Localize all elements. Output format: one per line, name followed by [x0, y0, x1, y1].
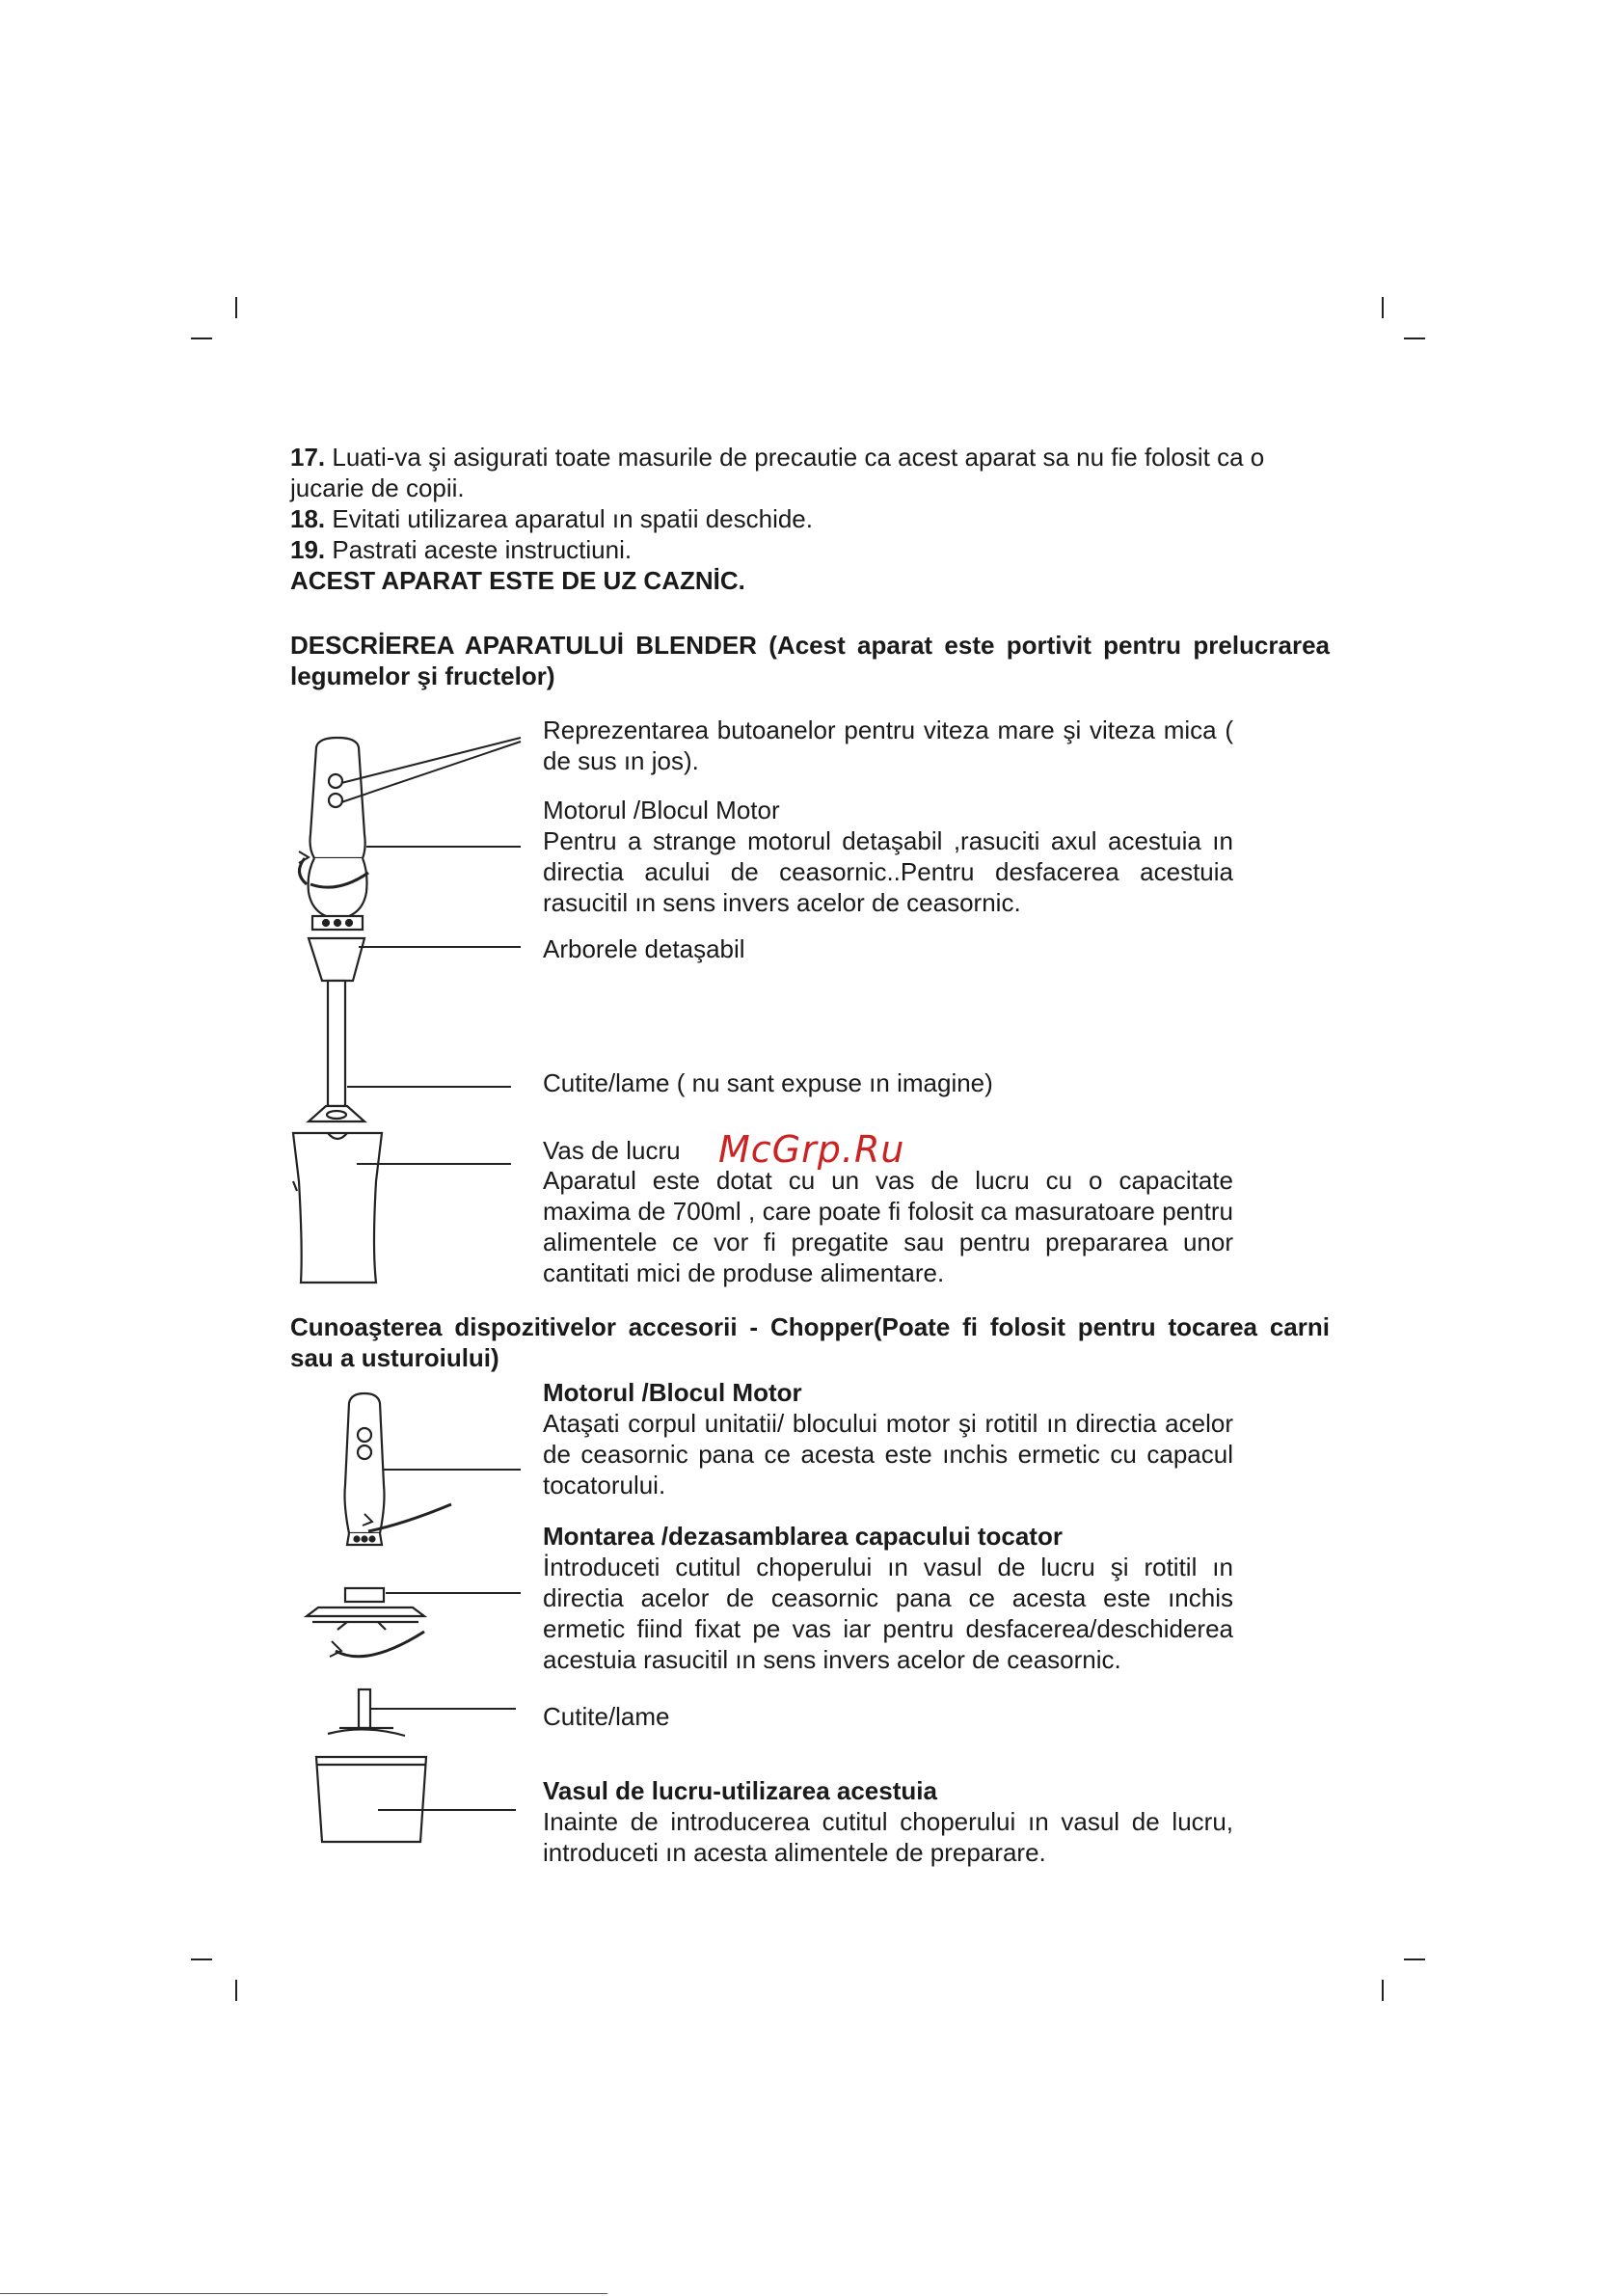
- crop-mark: [1382, 1980, 1384, 2001]
- safety-item-19: 19. Pastrati aceste instructiuni.: [290, 535, 633, 564]
- crop-mark: [1404, 1958, 1425, 1960]
- blender-illustration: [280, 728, 530, 1287]
- crop-mark: [235, 1980, 237, 2001]
- crop-mark: [235, 297, 237, 318]
- bottom-rule: [0, 2293, 607, 2294]
- shaft-label: Arborele detaşabil: [543, 934, 745, 963]
- buttons-description: Reprezentarea butoanelor pentru viteza mare şi viteza mica ( de sus ın jos).: [543, 716, 1233, 775]
- crop-mark: [1382, 297, 1384, 318]
- blades-label: Cutite/lame ( nu sant expuse ın imagine): [543, 1068, 993, 1097]
- chopper-motor-title: Motorul /Blocul Motor: [543, 1378, 802, 1407]
- motor-title: Motorul /Blocul Motor: [543, 796, 780, 824]
- bowl-title: Vasul de lucru-utilizarea acestuia: [543, 1776, 937, 1805]
- chopper-section-title: Cunoaşterea dispozitivelor accesorii - Chopper(Poate fi folosit pentru tocarea carni sau a usturoiului): [290, 1312, 1330, 1372]
- safety-item-17: 17. Luati-va şi asigurati toate masurile de precautie ca acest aparat sa nu fie folosit ca o jucarie de copii.: [290, 443, 1265, 502]
- blender-section-title: DESCRİEREA APARATULUİ BLENDER (Acest aparat este portivit pentru prelucrarea legumelor şi fructelor): [290, 631, 1330, 690]
- lid-title: Montarea /dezasamblarea capacului tocator: [543, 1522, 1063, 1551]
- crop-mark: [1404, 338, 1425, 339]
- lid-description: İntroduceti cutitul choperului ın vasul de lucru şi rotitil ın directia acelor de ceasornic pana ce acesta este ınchis ermetic fiind fixat pe vas iar pentru desfacerea/deschiderea acestuia rasucitil ın sens invers acelor de ceasornic.: [543, 1553, 1233, 1674]
- crop-mark: [191, 1958, 212, 1960]
- household-notice: ACEST APARAT ESTE DE UZ CAZNİC.: [290, 566, 745, 595]
- chopper-blades-label: Cutite/lame: [543, 1702, 670, 1731]
- chopper-illustration: [289, 1389, 530, 1861]
- crop-mark: [191, 338, 212, 339]
- watermark: McGrp.Ru: [718, 1128, 905, 1171]
- chopper-motor-description: Ataşati corpul unitatii/ blocului motor şi rotitil ın directia acelor de ceasornic pana ce acesta este ınchis ermetic cu capacul tocatorului.: [543, 1409, 1233, 1499]
- motor-description: Pentru a strange motorul detaşabil ,rasuciti axul acestuia ın directia acului de ceasornic..Pentru desfacerea acestuia rasucitil ın sens invers acelor de ceasornic.: [543, 826, 1233, 917]
- vessel-title: Vas de lucru: [543, 1136, 681, 1165]
- bowl-description: Inainte de introducerea cutitul choperului ın vasul de lucru, introduceti ın acesta alimentele de preparare.: [543, 1807, 1233, 1867]
- safety-list: [290, 442, 1330, 596]
- safety-item-18: 18. Evitati utilizarea aparatul ın spatii deschide.: [290, 504, 813, 533]
- vessel-description: Aparatul este dotat cu un vas de lucru cu o capacitate maxima de 700ml , care poate fi folosit ca masuratoare pentru alimentele ce vor fi pregatite sau pentru prepararea unor cantitati mici de produse alimentare.: [543, 1166, 1233, 1287]
